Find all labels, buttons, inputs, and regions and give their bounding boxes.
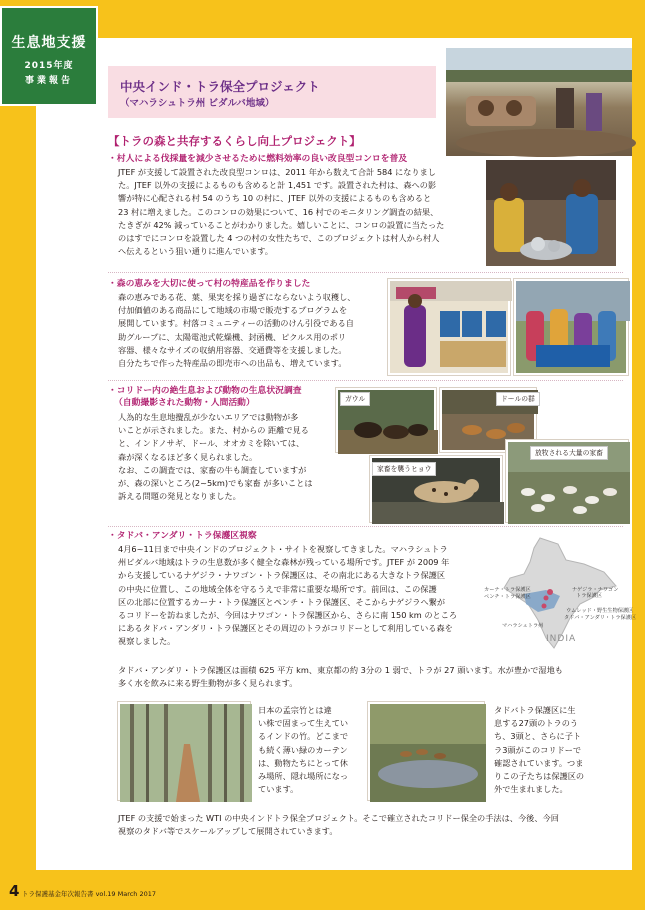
survey-heading-line1: ・コリドー内の絶生息および動物の生息状況調査 [108, 386, 302, 396]
tag-line1: 生息地支援 [11, 35, 87, 51]
text-line: 助グループに、太陽電池式乾燥機、封函機、ピクルス用のポリ [118, 331, 347, 342]
text-line: ています。 [258, 784, 299, 795]
text-line: ち、3頭と、さらに子ト [494, 731, 582, 742]
text-line: も続く薄い緑のカーテン [258, 744, 348, 755]
text-line: のはすでにコンロを設置した 4 つの村の女性たちで、このプロジェクトは村人から村人 [118, 233, 440, 244]
photo-women-stove [486, 160, 616, 266]
text-line: は、動物たちにとって休 [258, 757, 348, 768]
stove-heading: ・村人による伐採量を減少させるために燃料効率の良い改良型コンロを普及 [108, 154, 408, 164]
text-line: 容器、様々なサイズの収納用容器、交通費等を支援しました。 [118, 344, 347, 355]
tag-line3: 事業報告 [24, 76, 73, 86]
text-line: 外で生まれました。 [494, 784, 568, 795]
text-line: JTEF が支援して設置された改良型コンロは、2011 年から数えて合計 584 になりまし [118, 167, 436, 177]
map-label: タドバ・アンダリ・トラ保護区 [564, 615, 637, 621]
india-map [480, 534, 637, 652]
divider [108, 272, 623, 273]
text-line: 日本の孟宗竹とは違 [258, 705, 332, 715]
text-line: 州ビダルバ地域はトラの生息数が多く健全な森林が残っている場所です。JTEF が 2009 年 [118, 557, 450, 568]
text-line: と、インドノサギ、ドール、オオカミを除いては、 [118, 438, 305, 449]
survey-paragraph [118, 411, 336, 503]
text-line: み場所、隠れ場所になっ [258, 771, 349, 782]
text-line: 視察のタドバ等でスケールアップして展開されていきます。 [118, 826, 338, 837]
photo-stove-construction [446, 48, 632, 156]
caption-leopard: 家畜を襲うヒョウ [372, 462, 436, 476]
text-line: りこの子たちは保護区の [494, 771, 585, 782]
text-line: たきぎが 42% 減っていることがわかりました。嬉しいことに、コンロの設置に当たった [118, 219, 445, 230]
text-line: 多く水を飲みに来る野生動物が多く見られます。 [118, 678, 298, 689]
footer-text: トラ保護基金年次報告書 vol.19 March 2017 [22, 890, 157, 898]
survey-heading-line2: （自動撮影された動物・人間活動） [114, 398, 255, 408]
text-line: が、森の深いところ(2~5km)でも家畜 が多いことは [118, 478, 313, 489]
text-line: 人為的な生息地攪乱が少ないエリアでは動物が多 [118, 412, 299, 422]
text-line: 確認されています。つま [494, 757, 584, 768]
project-banner [108, 66, 436, 118]
caption-gaur: ガウル [340, 392, 370, 406]
text-line: タドバトラ保護区に生 [494, 705, 576, 715]
stove-construction-art [446, 48, 632, 156]
photo-self-help-group [514, 279, 628, 375]
text-line: 視察しました。 [118, 636, 176, 647]
closing-paragraph [118, 812, 623, 838]
photo-deer-wetland [368, 702, 484, 800]
text-line: 息する27頭のトラのう [494, 718, 579, 729]
report-tag [0, 6, 98, 106]
page-number: 4 [9, 882, 20, 900]
text-line: いことが示されました。また、村からの 距離で見る [118, 425, 309, 436]
tadoba-paragraph [118, 543, 484, 649]
text-line: るコリドーを訪ねましたが、今回はナワゴン・トラ保護区から、さらに南 150 km のところ [118, 610, 458, 621]
text-line: 訴える問題の発見となりました。 [118, 491, 241, 502]
bamboo-forest-art [120, 704, 252, 802]
text-line: 森が深くなるほど多く見られました。 [118, 451, 258, 462]
tag-line2: 2015年度 [24, 61, 74, 71]
area-paragraph [118, 664, 623, 690]
text-line: の中央に位置し、この地域全体を守るうえで非常に重要な場所です。前回は、この保護 [118, 583, 437, 594]
text-line: 4月6~11日まで中央インドのプロジェクト・サイトを視察してきました。マハラシュトラ [118, 544, 448, 554]
map-label: ウムレッド・野生生物保護区 [566, 608, 634, 614]
map-label: トラ保護区 [576, 593, 602, 599]
text-line: へ伝えるという狙い通りに進んでいます。 [118, 246, 273, 257]
bamboo-paragraph [258, 704, 360, 796]
text-line: JTEF の支援で始まった WTI の中央インドトラ保全プロジェクト。そこで確立されたコリドー保全の手法は、今後、今回 [118, 813, 559, 823]
text-line: い株で固まって生えてい [258, 718, 349, 729]
text-line: 森の恵みである花、葉、果実を採り過ぎにならないよう収穫し、 [118, 292, 356, 302]
products-paragraph [118, 291, 384, 370]
photo-products-shop [388, 279, 510, 375]
text-line: ラ3頭がこのコリドーで [494, 744, 582, 755]
divider [108, 526, 623, 527]
text-line: から支援しているナゲジラ・ナワゴン・トラ保護区は、その南北にある大きなトラ保護区 [118, 570, 446, 581]
women-stove-art [486, 160, 616, 266]
map-country-label: INDIA [546, 634, 577, 644]
text-line: た。JTEF 以外の支援によるものも含めると計 1,451 です。設置された村は、森への影 [118, 180, 437, 191]
text-line: 自分たちで作った特産品の即売市への出品も、増えています。 [118, 358, 347, 369]
products-shop-art [390, 281, 512, 377]
banner-title: 中央インド・トラ保全プロジェクト [120, 79, 320, 94]
text-line: 区の北部に位置するカーナ・トラ保護区とペンチ・トラ保護区、そこからナゲジラへ繋が [118, 596, 446, 607]
text-line: なお、この調査では、家畜の牛も調査していますが [118, 464, 307, 475]
map-label: カーナ・トラ保護区 [484, 587, 531, 593]
survey-heading [108, 385, 302, 409]
map-label: ペンチ・トラ保護区 [484, 594, 531, 600]
deer-wetland-art [370, 704, 486, 802]
text-line: タドバ・アンダリ・トラ保護区は面積 625 平方 km、東京都の約 3分の 1 弱で、トラが 27 頭います。水が豊かで湿地も [118, 665, 563, 675]
text-line: 付加価値のある商品にして地域の市場で販売するプログラムを [118, 305, 348, 316]
text-line: 響が特に心配される村 54 のうち 10 の村に、JTEF 以外の支援によるものも含めると [118, 193, 432, 204]
tigers-paragraph [494, 704, 606, 796]
caption-dhole: ドールの群 [496, 392, 540, 406]
self-help-group-art [516, 281, 630, 377]
banner-subtitle: （マハラシュトラ州 ビダルバ地域） [120, 98, 275, 109]
text-line: るインドの竹。どこまで [258, 731, 349, 742]
text-line: 23 村に増えました。このコンロの効果について、16 村でのモニタリング調査の結果、 [118, 206, 439, 217]
divider [108, 380, 623, 381]
products-heading: ・森の恵みを大切に使って村の特産品を作りました [108, 279, 311, 289]
map-label: ナゲジラ・ナワゴン [572, 587, 619, 593]
text-line: にあるタドバ・アンダリ・トラ保護区とその周辺のトラがコリドーとして利用している森を [118, 623, 453, 634]
stove-paragraph [118, 166, 482, 258]
photo-bamboo-forest [118, 702, 250, 800]
map-label: マハラシュトラ州 [502, 623, 544, 629]
tadoba-heading: ・タドバ・アンダリ・トラ保護区視察 [108, 531, 257, 541]
caption-cattle: 放牧される大量の家畜 [530, 446, 608, 460]
text-line: 展開しています。村落コミュニティーの活動のけん引役である自 [118, 318, 354, 329]
section-heading: 【トラの森と共存するくらし向上プロジェクト】 [108, 134, 361, 148]
